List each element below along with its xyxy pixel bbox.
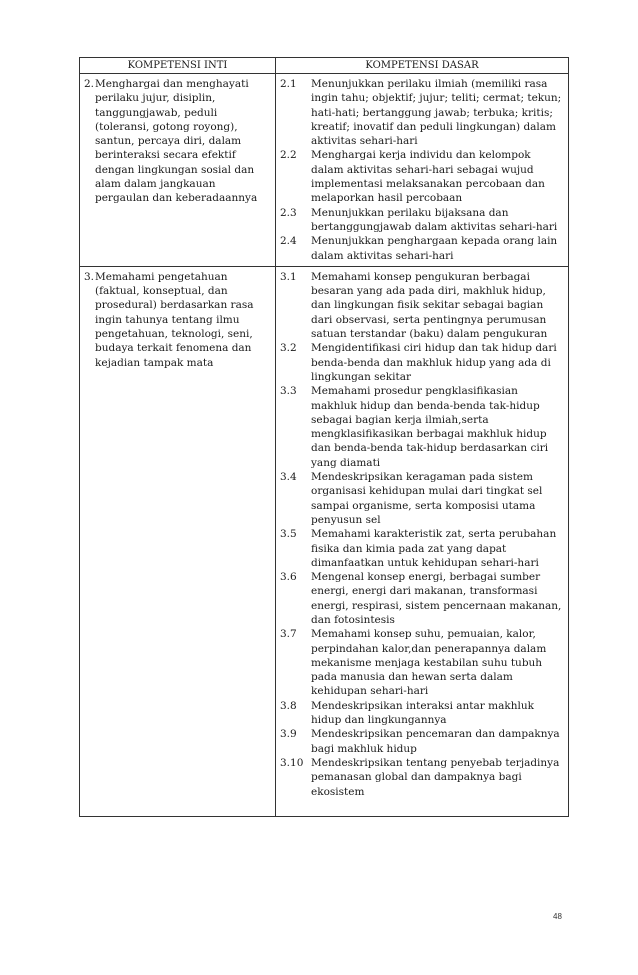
kd-text: Mengidentifikasi ciri hidup dan tak hidup dari benda-benda dan makhluk hidup yang ada di lingkungan sekitar [311,342,557,383]
kd-number: 3.6 [280,571,297,584]
table-row [80,266,569,816]
ki-item [84,270,271,370]
kd-number: 3.2 [280,342,297,355]
kd-text: Memahami konsep suhu, pemuaian, kalor, perpindahan kalor,dan penerapannya dalam mekanisme menjaga kestabilan suhu tubuh pada manusia dan hewan serta dalam kehidupan sehari-hari [311,628,547,698]
kd-item [280,270,568,341]
kd-number: 2.1 [280,78,297,90]
kd-number: 2.3 [280,206,297,219]
kd-item [280,341,568,384]
kd-text: Menunjukkan perilaku ilmiah (memiliki rasa ingin tahu; objektif; jujur; teliti; cermat; tekun; hati-hati; bertanggung jawab; terbuka; kritis; kreatif; inovatif dan peduli lingkungan) dalam aktivitas sehari-hari [311,78,562,148]
kd-item [280,470,568,527]
kd-item [280,699,568,728]
kd-text: Menghargai kerja individu dan kelompok dalam aktivitas sehari-hari sebagai wujud implementasi melaksanakan percobaan dan melaporkan hasil percobaan [311,149,545,205]
kd-text: Mendeskripsikan tentang penyebab terjadinya pemanasan global dan dampaknya bagi ekosistem [311,756,560,798]
kd-cell [276,266,569,816]
table-header-row [80,58,569,74]
kd-cell [276,74,569,267]
kd-item [280,756,568,799]
kd-number: 3.3 [280,385,297,398]
ki-text: Menghargai dan menghayati perilaku jujur, disiplin, tanggungjawab, peduli (toleransi, gotong royong), santun, percaya diri, dalam berinteraksi secara efektif dengan lingkungan sosial dan alam dalam jangkauan pergaulan dan keberadaannya [95,78,258,205]
ki-cell [80,266,276,816]
kd-text: Memahami prosedur pengklasifikasian makhluk hidup dan benda-benda tak-hidup sebagai bagian kerja ilmiah,serta mengklasifikasikan berbagai makhluk hidup dan benda-benda tak-hidup berdasarkan ciri yang diamati [311,385,549,469]
ki-text: Memahami pengetahuan (faktual, konseptual, dan prosedural) berdasarkan rasa ingin tahunya tentang ilmu pengetahuan, teknologi, seni, budaya terkait fenomena dan kejadian tampak mata [95,270,254,369]
kd-item [280,570,568,627]
table-row [80,74,569,267]
kd-text: Memahami karakteristik zat, serta perubahan fisika dan kimia pada zat yang dapat dimanfaatkan untuk kehidupan sehari-hari [311,528,557,569]
kd-item [280,234,568,263]
kd-text: Memahami konsep pengukuran berbagai besaran yang ada pada diri, makhluk hidup, dan lingkungan fisik sekitar sebagai bagian dari observasi, serta pentingnya perumusan satuan terstandar (baku) dalam pengukuran [311,270,548,341]
kd-text: Mendeskripsikan keragaman pada sistem organisasi kehidupan mulai dari tingkat sel sampai organisme, serta komposisi utama penyusun sel [311,471,543,526]
page-number: 48 [553,912,562,921]
ki-cell [80,74,276,267]
kd-item [280,206,568,235]
kd-number: 3.7 [280,628,297,641]
competency-table [79,57,569,817]
kd-number: 3.8 [280,699,297,712]
kd-text: Mendeskripsikan interaksi antar makhluk hidup dan lingkungannya [311,699,534,727]
kd-number: 3.1 [280,270,297,283]
header-kompetensi-inti: KOMPETENSI INTI [80,58,276,74]
kd-item [280,727,568,756]
cell-spacer [280,799,568,813]
kd-number: 2.2 [280,149,297,162]
ki-number: 2. [84,78,95,90]
kd-text: Mengenal konsep energi, berbagai sumber energi, energi dari makanan, transformasi energi, respirasi, sistem pencernaan makanan, dan fotosintesis [311,571,562,626]
kd-text: Mendeskripsikan pencemaran dan dampaknya bagi makhluk hidup [311,728,560,755]
header-kompetensi-dasar: KOMPETENSI DASAR [276,58,569,74]
kd-number: 3.9 [280,728,297,741]
kd-item [280,77,568,148]
kd-text: Menunjukkan perilaku bijaksana dan bertanggungjawab dalam aktivitas sehari-hari [311,206,558,233]
kd-number: 2.4 [280,235,297,248]
kd-item [280,627,568,698]
kd-item [280,384,568,470]
kd-item [280,527,568,570]
kd-number: 3.5 [280,528,297,541]
kd-item [280,148,568,205]
kd-number: 3.4 [280,471,297,484]
kd-number: 3.10 [280,756,304,769]
kd-text: Menunjukkan penghargaan kepada orang lain dalam aktivitas sehari-hari [311,235,558,262]
ki-item [84,77,271,206]
ki-number: 3. [84,270,95,283]
